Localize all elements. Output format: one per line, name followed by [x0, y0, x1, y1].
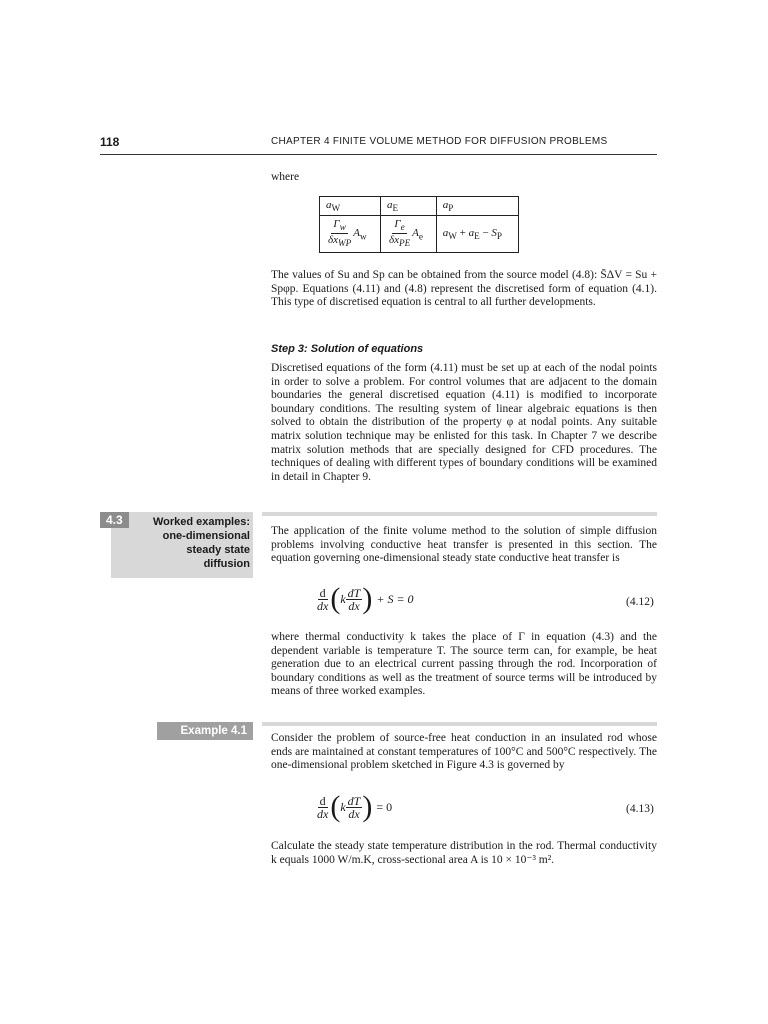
step3-heading: Step 3: Solution of equations: [271, 343, 424, 355]
example-paragraph: Consider the problem of source-free heat conduction in an insulated rod whose ends are maintained at constant temperatures of 100°C and 500°C respectively. The one-dimensional problem sketched in Figure 4.3 is governed by: [271, 732, 657, 772]
equation-number-4-12: (4.12): [626, 596, 654, 608]
table-cell-ap-expr: $a_W + a_E - S_P$: [436, 216, 518, 252]
table-cell-ae-expr: $\frac{\Gamma_e}{\delta x_{PE}}$ $A_e$: [380, 216, 436, 252]
example-rule: [262, 722, 657, 726]
coefficient-table: [319, 196, 519, 253]
equation-4-13: $\frac{d}{dx}$ ( k $\frac{dT}{dx}$ ) = 0: [317, 790, 393, 823]
section-intro-paragraph: The application of the finite volume method to the solution of simple diffusion problems involving conductive heat transfer is presented in this section. The equation governing one-dimensional steady state conductive heat transfer is: [271, 525, 657, 565]
section-number: 4.3: [100, 512, 129, 528]
header-rule: [100, 154, 657, 155]
source-model-paragraph: The values of Su and Sp can be obtained from the source model (4.8): S̄ΔV = Su + Spφp. Equations (4.11) and (4.8) represent the discretised form of equation (4.1). This type of discretised equation is central to all further developments.: [271, 269, 657, 309]
where-text: where: [271, 171, 300, 183]
section-rule: [262, 512, 657, 516]
equation-number-4-13: (4.13): [626, 803, 654, 815]
table-header-ap: $a_P$: [436, 197, 518, 216]
table-cell-aw-expr: $\frac{\Gamma_w}{\delta x_{WP}}$ $A_w$: [320, 216, 381, 252]
example-closing-paragraph: Calculate the steady state temperature distribution in the rod. Thermal conductivity k equals 1000 W/m.K, cross-sectional area A is 10 × 10⁻³ m².: [271, 840, 657, 866]
running-header: CHAPTER 4 FINITE VOLUME METHOD FOR DIFFUSION PROBLEMS: [271, 136, 608, 147]
page-number: 118: [100, 135, 120, 149]
step3-paragraph: Discretised equations of the form (4.11) must be set up at each of the nodal points in order to solve a problem. For control volumes that are adjacent to the domain boundaries the general discretised equation (4.11) is modified to incorporate boundary conditions. The resulting system of linear algebraic equations is then solved to obtain the distribution of the property φ at nodal points. Any suitable matrix solution technique may be enlisted for this task. In Chapter 7 we describe matrix solution methods that are specially designed for CFD procedures. The techniques of dealing with different types of boundary conditions will be examined in detail in Chapter 9.: [271, 362, 657, 483]
conductivity-paragraph: where thermal conductivity k takes the place of Γ in equation (4.3) and the dependent variable is temperature T. The source term can, for example, be heat generation due to an electrical current passing through the rod. Incorporation of boundary conditions as well as the treatment of source terms will be introduced by means of three worked examples.: [271, 631, 657, 698]
equation-4-12: $\frac{d}{dx}$ ( k $\frac{dT}{dx}$ ) + S = 0: [317, 582, 414, 615]
table-header-ae: $a_E$: [380, 197, 436, 216]
example-label: Example 4.1: [157, 722, 253, 740]
table-header-aw: $a_W$: [320, 197, 381, 216]
section-title: Worked examples: one-dimensional steady state diffusion: [152, 516, 250, 570]
